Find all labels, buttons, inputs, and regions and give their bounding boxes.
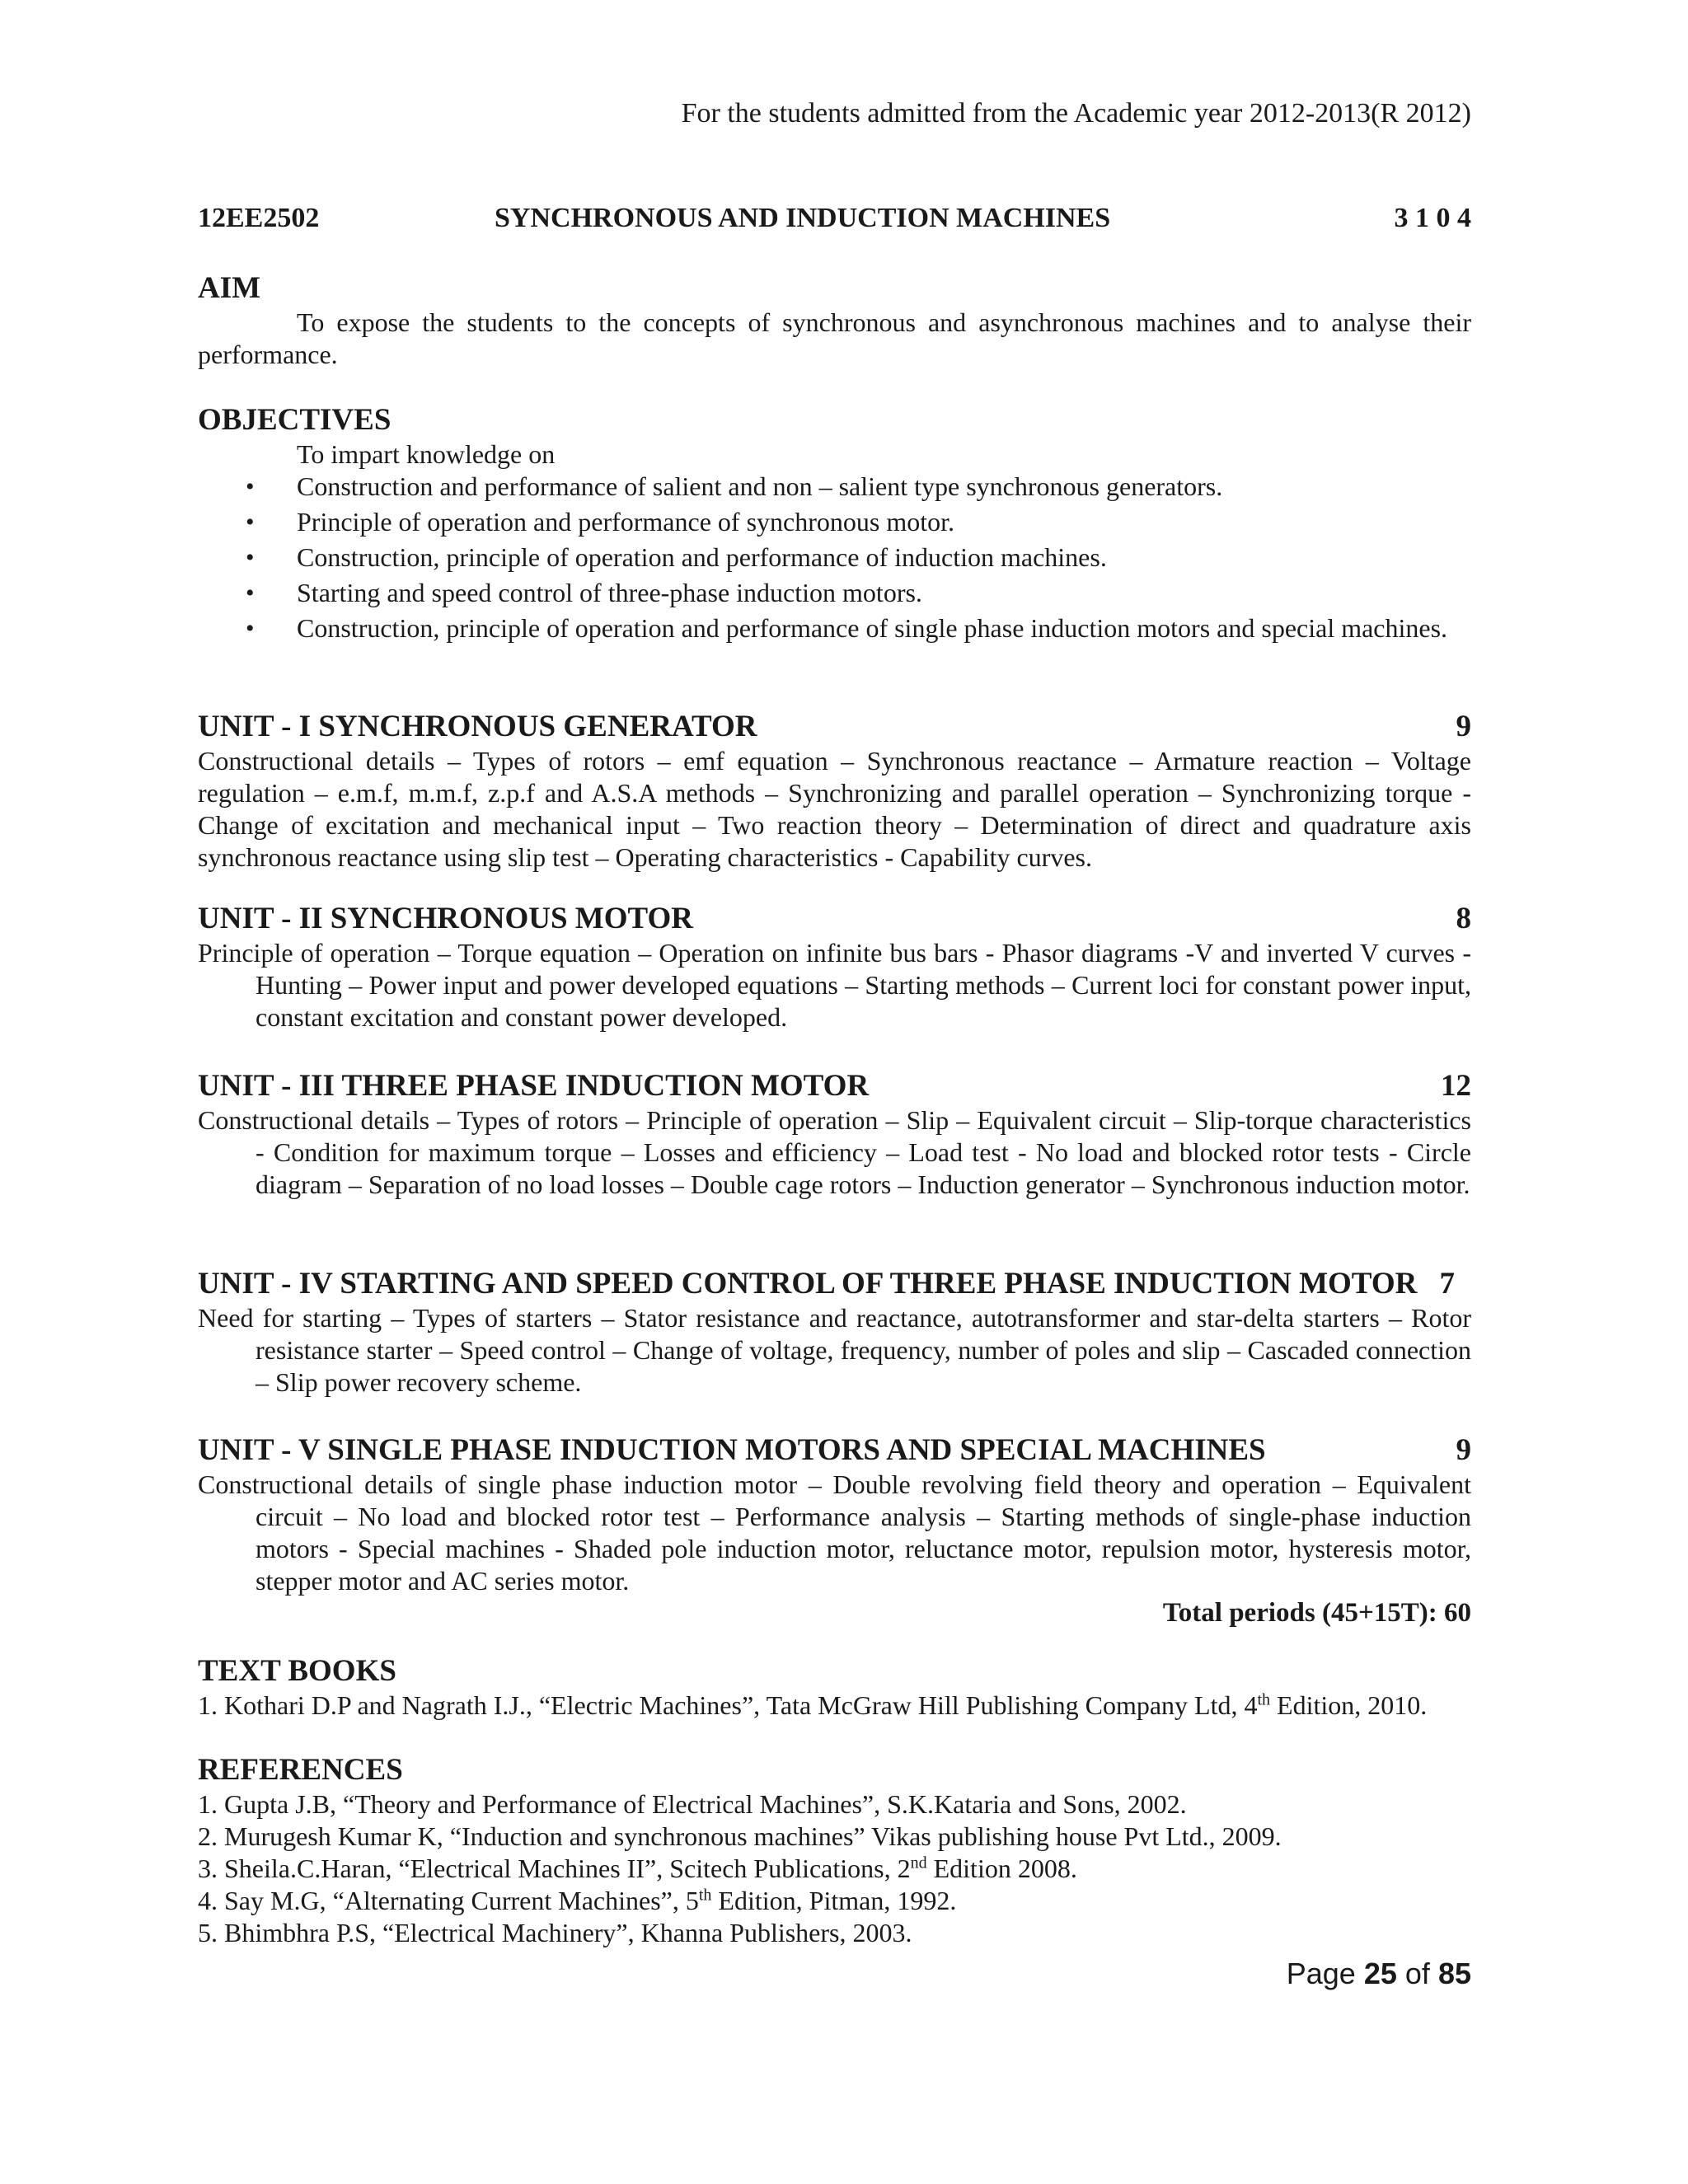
unit-2-section [198, 901, 1471, 1033]
reference-item: 4. Say M.G, “Alternating Current Machines”, 5th Edition, Pitman, 1992. [198, 1886, 957, 1915]
objective-item: • Construction, principle of operation and performance of induction machines. [246, 542, 1107, 572]
course-title: SYNCHRONOUS AND INDUCTION MACHINES [495, 203, 1111, 233]
reference-item: 2. Murugesh Kumar K, “Induction and synchronous machines” Vikas publishing house Pvt Ltd., 2009. [198, 1821, 1282, 1851]
current-page-number: 25 [1363, 1957, 1397, 1990]
page-label: Page [1286, 1957, 1356, 1990]
course-code: 12EE2502 [198, 203, 320, 233]
unit-title: UNIT - II SYNCHRONOUS MOTOR [198, 902, 693, 935]
unit-hours: 9 [1456, 1433, 1471, 1467]
course-credits: 3 1 0 4 [1394, 203, 1471, 233]
unit-1-heading [198, 709, 1471, 745]
bullet-icon: • [246, 615, 255, 642]
objective-item: • Starting and speed control of three-phase induction motors. [246, 578, 922, 607]
unit-4-section [198, 1266, 1471, 1399]
unit-hours: 7 [1439, 1267, 1455, 1301]
text-books-section [198, 1653, 1471, 1722]
bullet-icon: • [246, 579, 255, 607]
bullet-icon: • [246, 473, 255, 500]
unit-3-section [198, 1068, 1471, 1201]
unit-title: UNIT - IV STARTING AND SPEED CONTROL OF THREE PHASE INDUCTION MOTOR [198, 1267, 1418, 1301]
unit-4-content: Need for starting – Types of starters – Stator resistance and reactance, autotransformer and star-delta starters – Rotor resistance starter – Speed control – Change of voltage, frequency, number of poles and slip – Cascaded connection – Slip power recovery scheme. [198, 1303, 1471, 1397]
bullet-icon: • [246, 509, 255, 536]
unit-1-content: Constructional details – Types of rotors – emf equation – Synchronous reactance – Armature reaction – Voltage regulation – e.m.f, m.m.f, z.p.f and A.S.A methods – Synchronizing and parallel operation – Synchronizing torque - Change of excitation and mechanical input – Two reaction theory – Determination of direct and quadrature axis synchronous reactance using slip test – Operating characteristics - Capability curves. [198, 746, 1471, 872]
unit-hours: 12 [1441, 1069, 1471, 1103]
references-section [198, 1752, 1471, 1949]
unit-4-heading [198, 1266, 1471, 1302]
aim-text: To expose the students to the concepts of synchronous and asynchronous machines and to analyse their performance. [198, 307, 1471, 369]
references-heading: REFERENCES [198, 1753, 403, 1787]
unit-title: UNIT - I SYNCHRONOUS GENERATOR [198, 710, 757, 743]
objectives-list [198, 471, 1471, 644]
aim-section [198, 270, 1471, 371]
reference-item: 3. Sheila.C.Haran, “Electrical Machines II”, Scitech Publications, 2nd Edition 2008. [198, 1854, 1077, 1883]
total-periods: Total periods (45+15T): 60 [1162, 1598, 1471, 1628]
unit-3-content: Constructional details – Types of rotors – Principle of operation – Slip – Equivalent circuit – Slip-torque characteristics - Condition for maximum torque – Losses and efficiency – Load test - No load and blocked rotor tests - Circle diagram – Separation of no load losses – Double cage rotors – Induction generator – Synchronous induction motor. [198, 1105, 1471, 1199]
unit-hours: 8 [1456, 902, 1471, 935]
unit-title: UNIT - III THREE PHASE INDUCTION MOTOR [198, 1069, 870, 1103]
unit-hours: 9 [1456, 710, 1471, 743]
unit-3-heading [198, 1068, 1471, 1104]
objective-item: • Principle of operation and performance of synchronous motor. [246, 507, 954, 537]
unit-5-section [198, 1432, 1471, 1629]
header-note: For the students admitted from the Academic year 2012-2013(R 2012) [681, 98, 1471, 129]
bullet-icon: • [246, 544, 255, 571]
unit-5-content: Constructional details of single phase induction motor – Double revolving field theory and operation – Equivalent circuit – No load and blocked rotor test – Performance analysis – Starting methods of single-phase induction motors - Special machines - Shaded pole induction motor, reluctance motor, repulsion motor, hysteresis motor, stepper motor and AC series motor. [198, 1469, 1471, 1596]
objective-item: • Construction and performance of salient and non – salient type synchronous generators. [246, 471, 1223, 501]
total-pages: 85 [1437, 1957, 1471, 1990]
unit-1-section [198, 709, 1471, 874]
aim-heading: AIM [198, 271, 261, 305]
objective-item: • Construction, principle of operation and performance of single phase induction motors and special machines. [246, 613, 1448, 643]
text-books-heading: TEXT BOOKS [198, 1654, 396, 1688]
unit-2-content: Principle of operation – Torque equation – Operation on infinite bus bars - Phasor diagrams -V and inverted V curves - Hunting – Power input and power developed equations – Starting methods – Current loci for constant power input, constant excitation and constant power developed. [198, 938, 1471, 1032]
unit-2-heading [198, 901, 1471, 937]
objectives-heading: OBJECTIVES [198, 403, 392, 437]
reference-item: 1. Gupta J.B, “Theory and Performance of Electrical Machines”, S.K.Kataria and Sons, 2002. [198, 1789, 1187, 1819]
page-number-footer [1287, 1957, 1471, 1990]
objectives-intro: To impart knowledge on [297, 439, 556, 469]
reference-item: 5. Bhimbhra P.S, “Electrical Machinery”, Khanna Publishers, 2003. [198, 1918, 912, 1947]
unit-5-heading [198, 1432, 1471, 1469]
objectives-section [198, 402, 1471, 648]
unit-title: UNIT - V SINGLE PHASE INDUCTION MOTORS AND SPECIAL MACHINES [198, 1433, 1266, 1467]
text-book-item: 1. Kothari D.P and Nagrath I.J., “Electric Machines”, Tata McGraw Hill Publishing Company Ltd, 4th Edition, 2010. [198, 1690, 1428, 1720]
of-label: of [1404, 1957, 1430, 1990]
